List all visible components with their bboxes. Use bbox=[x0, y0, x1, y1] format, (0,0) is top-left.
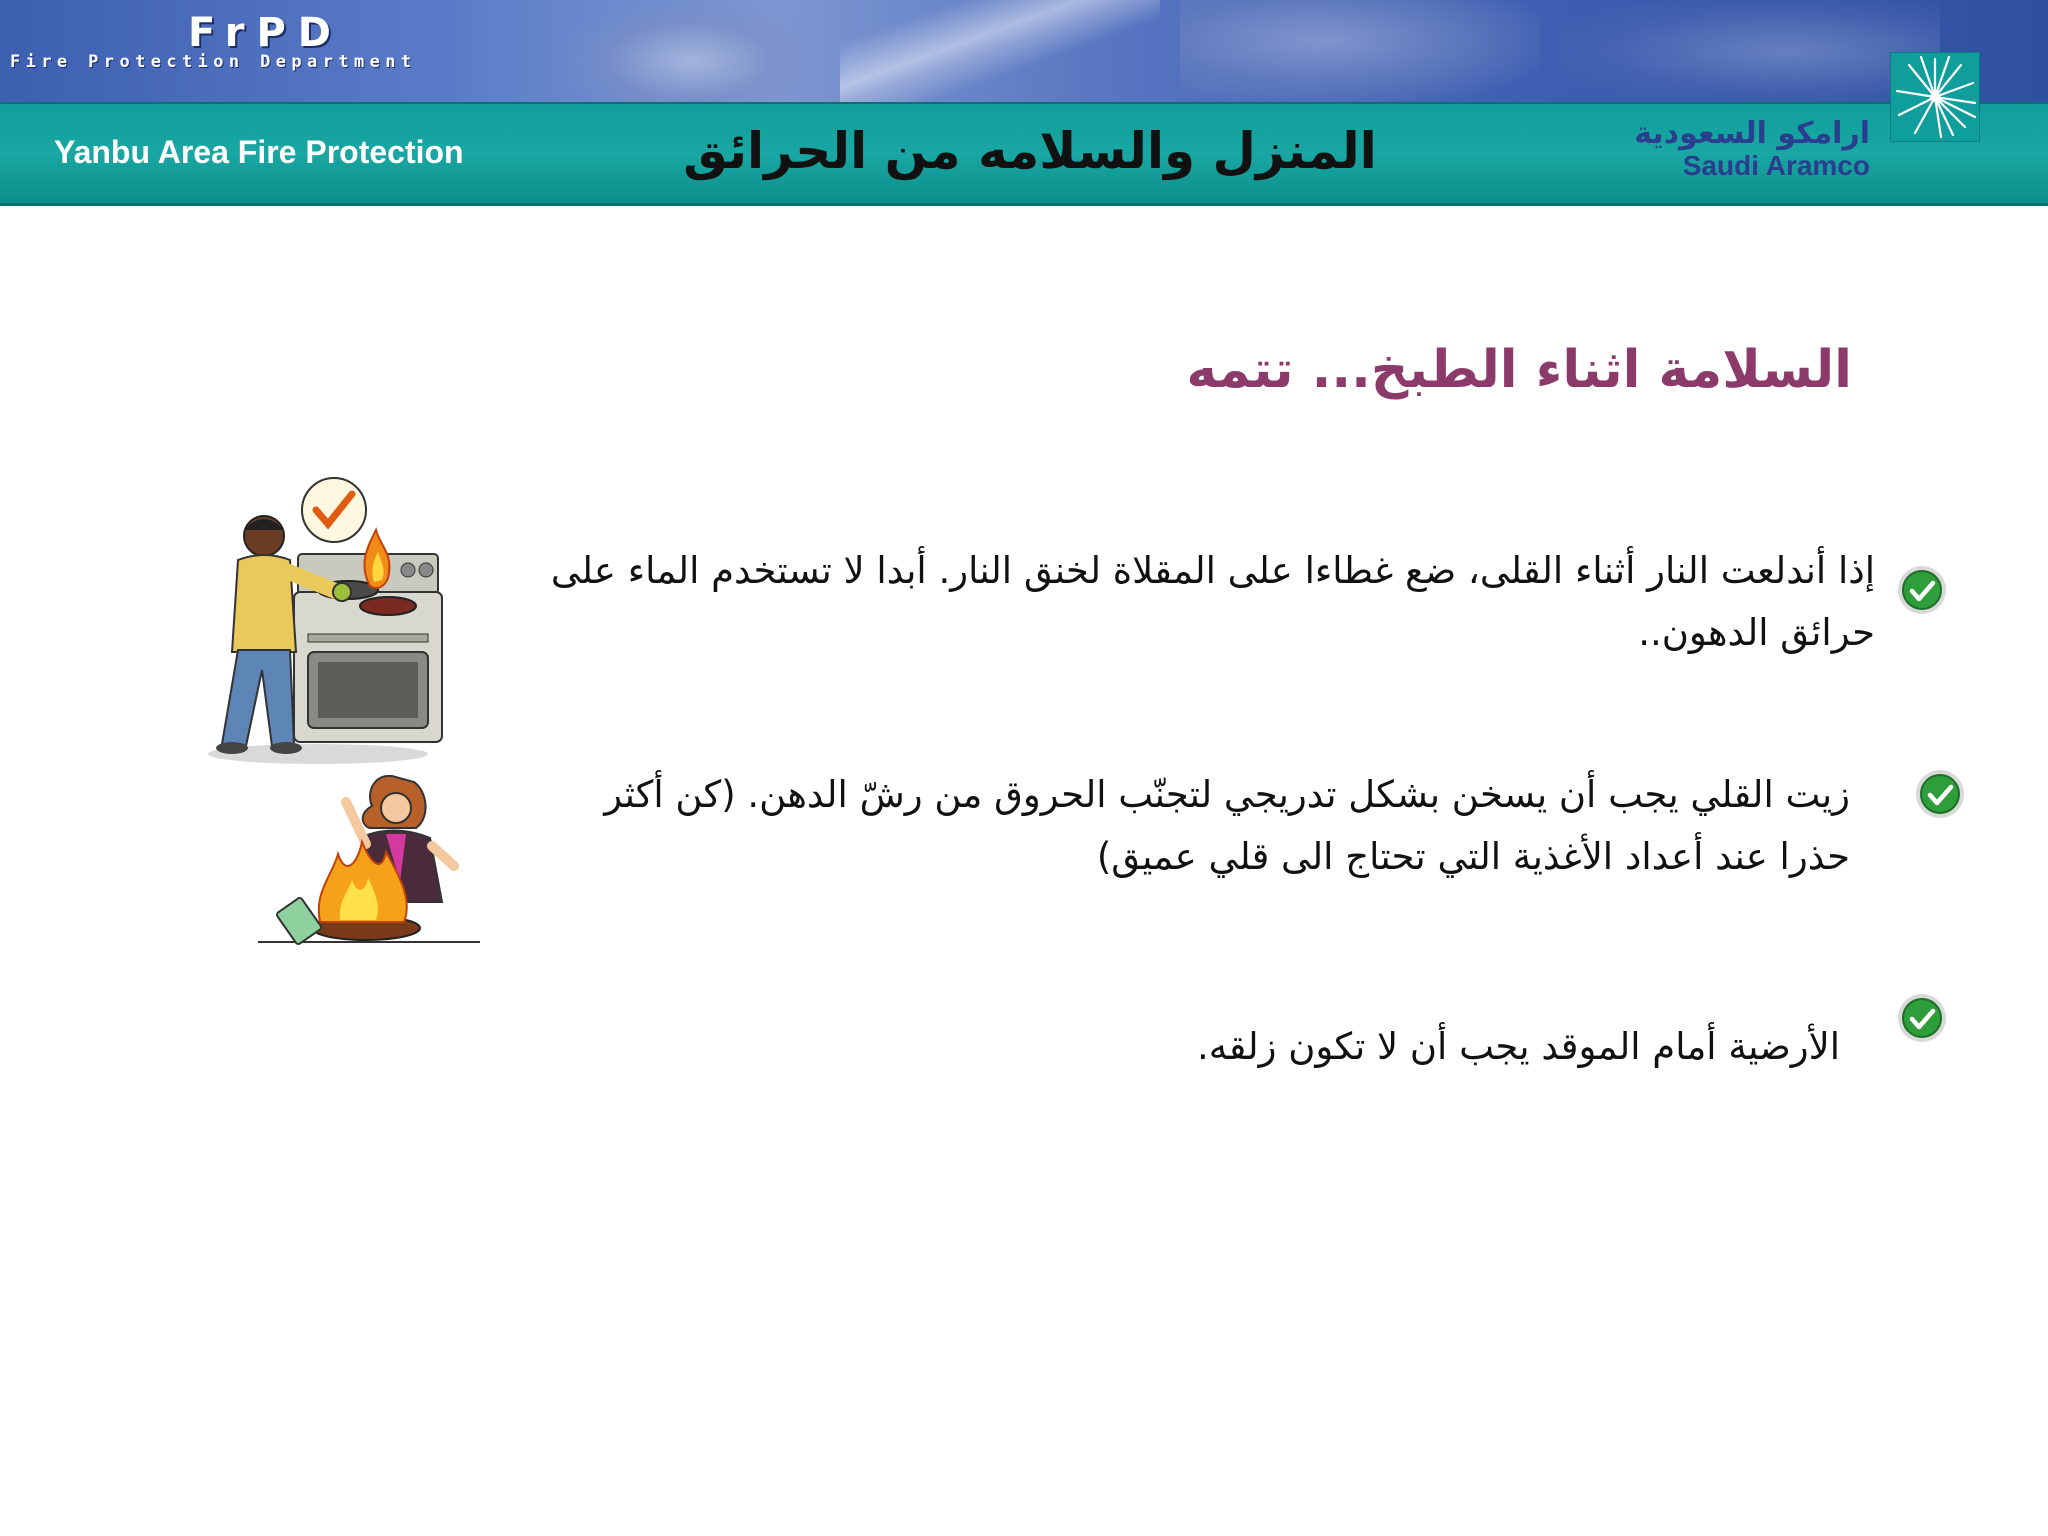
brand-arabic: ارامكو السعودية bbox=[1634, 116, 1870, 151]
page-title: المنزل والسلامه من الحرائق bbox=[683, 122, 1377, 180]
check-icon bbox=[1914, 768, 1966, 820]
title-bar bbox=[0, 102, 2048, 206]
aramco-star-logo-icon bbox=[1890, 52, 1980, 142]
banner-photo bbox=[840, 0, 1160, 102]
banner-photo bbox=[560, 0, 820, 102]
section-title: السلامة اثناء الطبخ... تتمه bbox=[1186, 340, 1852, 400]
man-cooking-illustration bbox=[198, 474, 478, 764]
banner-photo bbox=[1560, 0, 1940, 102]
bullet-text: الأرضية أمام الموقد يجب أن لا تكون زلقه. bbox=[1197, 1025, 1840, 1068]
frpd-logo: FrPD bbox=[188, 10, 344, 56]
department-subtitle: Fire Protection Department bbox=[10, 52, 417, 72]
brand-english: Saudi Aramco bbox=[1682, 150, 1870, 181]
pan-fire-illustration bbox=[254, 762, 484, 952]
bullet-text: زيت القلي يجب أن يسخن بشكل تدريجي لتجنّب الحروق من رشّ الدهن. (كن أكثر حذرا عند أعداد الأغذية التي تحتاج الى قلي عميق) bbox=[604, 773, 1850, 878]
check-icon bbox=[1896, 992, 1948, 1044]
bullet-text: إذا أندلعت النار أثناء القلى، ضع غطاءا على المقلاة لخنق النار. أبدا لا تستخدم الماء على حرائق الدهون.. bbox=[550, 549, 1875, 654]
banner-photo bbox=[1180, 0, 1540, 102]
top-banner bbox=[0, 0, 2048, 102]
check-icon bbox=[1896, 564, 1948, 616]
area-label: Yanbu Area Fire Protection bbox=[54, 134, 464, 170]
